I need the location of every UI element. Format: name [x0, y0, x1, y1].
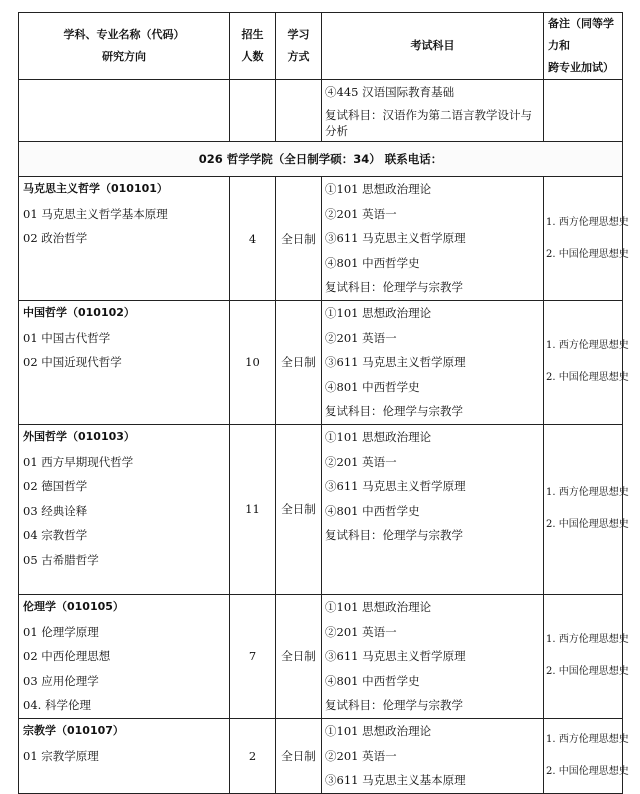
study-mode: 全日制	[276, 594, 322, 718]
exam-subject: ②201 英语一	[325, 330, 397, 345]
note-item: 1. 西方伦理思想史	[546, 487, 629, 499]
exam-subject: ④445 汉语国际教育基础	[325, 85, 455, 99]
note-item: 2. 中国伦理思想史	[546, 519, 629, 531]
enrollment-count: 7	[230, 594, 276, 718]
research-direction: 02 中西伦理思想	[23, 649, 111, 664]
carryover-row	[19, 80, 623, 142]
exam-cell	[322, 718, 544, 793]
exam-subject: ④801 中西哲学史	[325, 379, 420, 394]
note-item: 1. 西方伦理思想史	[546, 216, 629, 228]
note-item: 1. 西方伦理思想史	[546, 733, 629, 745]
major-name: 伦理学（010105）	[23, 599, 124, 613]
note-item: 1. 西方伦理思想史	[546, 340, 629, 352]
exam-subject: ①101 思想政治理论	[325, 182, 432, 196]
exam-subject: ②201 英语一	[325, 206, 397, 221]
exam-subject: ③611 马克思主义哲学原理	[325, 479, 466, 494]
enrollment-count: 11	[230, 424, 276, 594]
research-direction: 05 古希腊哲学	[23, 552, 99, 567]
major-name: 外国哲学（010103）	[23, 429, 135, 443]
major-cell	[19, 718, 230, 793]
header-count: 招生 人数	[230, 13, 276, 80]
note-cell	[544, 301, 629, 425]
major-cell	[19, 177, 230, 301]
exam-subject: ③611 马克思主义基本原理	[325, 773, 466, 788]
research-direction: 04. 科学伦理	[23, 698, 91, 713]
exam-subject: ③611 马克思主义哲学原理	[325, 649, 466, 664]
research-direction: 01 宗教学原理	[23, 748, 99, 763]
research-direction: 01 马克思主义哲学基本原理	[23, 206, 168, 221]
major-cell	[19, 594, 230, 718]
major-cell	[19, 301, 230, 425]
exam-subject: 复试科目：汉语作为第二语言教学设计与分析	[325, 107, 532, 138]
research-direction: 02 中国近现代哲学	[23, 355, 122, 370]
exam-cell	[322, 301, 544, 425]
major-row	[19, 177, 623, 301]
research-direction: 03 经典诠释	[23, 503, 88, 518]
exam-subject: ②201 英语一	[325, 624, 397, 639]
major-name: 马克思主义哲学（010101）	[23, 182, 168, 195]
exam-subject: ④801 中西哲学史	[325, 673, 420, 688]
exam-subject: 复试科目：伦理学与宗教学	[325, 404, 463, 419]
exam-cell	[322, 177, 544, 301]
exam-subject: 复试科目：伦理学与宗教学	[325, 528, 463, 543]
note-item: 2. 中国伦理思想史	[546, 248, 629, 260]
study-mode: 全日制	[276, 424, 322, 594]
study-mode: 全日制	[276, 177, 322, 301]
note-cell	[544, 718, 629, 793]
department-title: 026 哲学学院（全日制学硕：34） 联系电话：	[19, 142, 623, 177]
major-name: 中国哲学（010102）	[23, 306, 135, 319]
enrollment-count: 2	[230, 718, 276, 793]
note-cell	[544, 594, 629, 718]
header-major: 学科、专业名称（代码） 研究方向	[19, 13, 230, 80]
research-direction: 01 伦理学原理	[23, 624, 99, 639]
research-direction: 02 政治哲学	[23, 231, 88, 246]
research-direction: 01 中国古代哲学	[23, 330, 111, 345]
exam-subject: ①101 思想政治理论	[325, 723, 432, 738]
exam-subject: ①101 思想政治理论	[325, 306, 432, 320]
research-direction: 01 西方早期现代哲学	[23, 454, 134, 469]
note-item: 2. 中国伦理思想史	[546, 372, 629, 384]
research-direction: 03 应用伦理学	[23, 673, 99, 688]
note-cell	[544, 177, 629, 301]
exam-subject: ③611 马克思主义哲学原理	[325, 355, 466, 370]
exam-cell	[322, 424, 544, 594]
exam-subject: 复试科目：伦理学与宗教学	[325, 698, 463, 713]
exam-subject: ④801 中西哲学史	[325, 503, 420, 518]
enrollment-count: 10	[230, 301, 276, 425]
exam-subject: ④801 中西哲学史	[325, 255, 420, 270]
exam-subject: ①101 思想政治理论	[325, 599, 432, 614]
note-item: 2. 中国伦理思想史	[546, 666, 629, 678]
exam-subject: ③611 马克思主义哲学原理	[325, 231, 466, 246]
major-row	[19, 301, 623, 425]
research-direction: 04 宗教哲学	[23, 528, 88, 543]
study-mode: 全日制	[276, 718, 322, 793]
study-mode: 全日制	[276, 301, 322, 425]
header-note: 备注（同等学力和 跨专业加试）	[544, 13, 623, 80]
note-cell	[544, 424, 629, 594]
exam-subject: ②201 英语一	[325, 454, 397, 469]
exam-subject: 复试科目：伦理学与宗教学	[325, 280, 463, 295]
department-row	[19, 142, 623, 177]
admissions-table	[18, 12, 629, 794]
research-direction: 02 德国哲学	[23, 479, 88, 494]
header-exam: 考试科目	[322, 13, 544, 80]
major-row	[19, 594, 623, 718]
major-name: 宗教学（010107）	[23, 723, 124, 737]
exam-cell	[322, 594, 544, 718]
header-row	[19, 13, 623, 80]
major-row	[19, 424, 623, 594]
major-cell	[19, 424, 230, 594]
header-mode: 学习 方式	[276, 13, 322, 80]
note-item: 2. 中国伦理思想史	[546, 765, 629, 777]
enrollment-count: 4	[230, 177, 276, 301]
exam-subject: ②201 英语一	[325, 748, 397, 763]
major-row	[19, 718, 623, 793]
exam-subject: ①101 思想政治理论	[325, 429, 432, 444]
majors-body	[19, 177, 629, 794]
note-item: 1. 西方伦理思想史	[546, 634, 629, 646]
